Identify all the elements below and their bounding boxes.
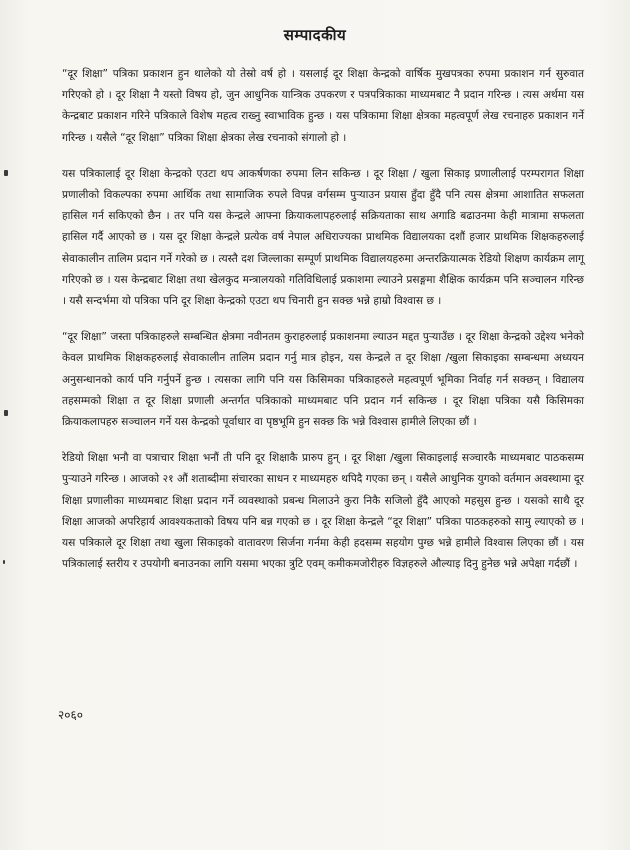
binding-mark	[4, 410, 8, 416]
paragraph-4: रेडियो शिक्षा भनौ वा पत्राचार शिक्षा भनौं ती पनि दूर शिक्षाकै प्रारुप हुन् । दूर शिक्षा /खुला सिकाइलाई सञ्चारकै माध्यमबाट पाठकसम्म पुऱ्याउने गरिन्छ । आजको २१ औं शताब्दीमा संचारका साधन र माध्यमहरु थपिदै गएका छन् । यसैले आधुनिक युगको वर्तमान अवस्थामा दूर शिक्षा प्रणालीका माध्यमबाट शिक्षा प्रदान गर्ने व्यवस्थाको प्रबन्ध मिलाउने कुरा निकै सजिलो हुँदै आएको महसुस हुन्छ । यसको साथै दूर शिक्षा आजको अपरिहार्य आवश्यकताको विषय पनि बन्न गएको छ । दूर शिक्षा केन्द्रले “दूर शिक्षा” पत्रिका पाठकहरुको सामु ल्याएको छ । यस पत्रिकाले दूर शिक्षा तथा खुला सिकाइको वातावरण सिर्जना गर्नमा केही हदसम्म सहयोग पुग्छ भन्ने हामीले विश्वास लिएका छौं । यस पत्रिकालाई स्तरीय र उपयोगी बनाउनका लागि यसमा भएका त्रुटि एवम् कमीकमजोरीहरु विज्ञहरुले औल्याइ दिनु हुनेछ भन्ने अपेक्षा गर्दछौं ।	[62, 452, 584, 571]
page-title: सम्पादकीय	[283, 26, 347, 44]
paragraph-1: “दूर शिक्षा” पत्रिका प्रकाशन हुन थालेको यो तेस्रो वर्ष हो । यसलाई दूर शिक्षा केन्द्रको वार्षिक मुखपत्रका रुपमा प्रकाशन गर्न सुरुवात गरिएको हो । दूर शिक्षा नै यस्तो विषय हो, जुन आधुनिक यान्त्रिक उपकरण र पत्रपत्रिकाका माध्यमबाट नै प्रदान गरिन्छ । त्यस अर्थमा यस केन्द्रबाट प्रकाशन गरिने पत्रिकाले विशेष महत्व राख्नु स्वाभाविक हुन्छ । यस पत्रिकामा शिक्षा क्षेत्रका महत्वपूर्ण लेख रचनाहरु प्रकाशन गर्ने गरिन्छ । यसैले “दूर शिक्षा” पत्रिका शिक्षा क्षेत्रका लेख रचनाको संगालो हो ।	[62, 68, 584, 144]
binding-mark	[4, 170, 8, 176]
binding-mark	[3, 560, 5, 564]
publication-year: २०६०	[58, 708, 83, 722]
paragraph-2: यस पत्रिकालाई दूर शिक्षा केन्द्रको एउटा थप आकर्षणका रुपमा लिन सकिन्छ । दूर शिक्षा / खुला सिकाइ प्रणालीलाई परम्परागत शिक्षा प्रणालीको विकल्पका रुपमा आर्थिक तथा सामाजिक रुपले विपन्न वर्गसम्म पुऱ्याउन प्रयास हुँदा हुँदै पनि त्यस क्षेत्रमा आशातित सफलता हासिल गर्न सकिएको छैन । तर पनि यस केन्द्रले आफ्ना क्रियाकलापहरुलाई सक्रियताका साथ अगाडि बढाउनमा केही मात्रामा सफलता हासिल गर्दै आएको छ । यस दूर शिक्षा केन्द्रले प्रत्येक वर्ष नेपाल अधिराज्यका प्राथमिक विद्यालयका दशौं हजार प्राथमिक शिक्षकहरुलाई सेवाकालीन तालिम प्रदान गर्ने गरेको छ । त्यस्तै दश जिल्लाका सम्पूर्ण प्राथमिक विद्यालयहरुमा अन्तरक्रियात्मक रेडियो शिक्षण कार्यक्रम लागू गरिएको छ । यस केन्द्रबाट शिक्षा तथा खेलकुद मन्त्रालयको गतिविधिलाई प्रकाशमा ल्याउने प्रसङ्गमा शैक्षिक कार्यक्रम पनि सञ्चालन गरिन्छ । यसै सन्दर्भमा यो पत्रिका पनि दूर शिक्षा केन्द्रको एउटा थप चिनारी हुन सक्छ भन्ने हाम्रो विश्वास छ ।	[62, 167, 584, 308]
paragraph-3: “दूर शिक्षा” जस्ता पत्रिकाहरुले सम्बन्धित क्षेत्रमा नवीनतम कुराहरुलाई प्रकाशनमा ल्याउन मद्दत पुऱ्याउँछ । दूर शिक्षा केन्द्रको उद्देश्य भनेको केवल प्राथमिक शिक्षकहरुलाई सेवाकालीन तालिम प्रदान गर्नु मात्र होइन, यस केन्द्रले त दूर शिक्षा /खुला सिकाइका सम्बन्धमा अध्ययन अनुसन्धानको कार्य पनि गर्नुपर्ने हुन्छ । त्यसका लागि पनि यस किसिमका पत्रिकाहरुले महत्वपूर्ण भूमिका निर्वाह गर्न सक्छन् । विद्यालय तहसम्मको शिक्षा त दूर शिक्षा प्रणाली अन्तर्गत पत्रिकाको माध्यमबाट पनि प्रदान गर्न सकिन्छ । दूर शिक्षा पत्रिका यसै किसिमका क्रियाकलापहरु सञ्चालन गर्ने यस केन्द्रको पूर्वाधार वा पृष्ठभूमि हुन सक्छ कि भन्ने विश्वास हामीले लिएका छौं ।	[62, 331, 584, 429]
editorial-body	[62, 64, 584, 590]
